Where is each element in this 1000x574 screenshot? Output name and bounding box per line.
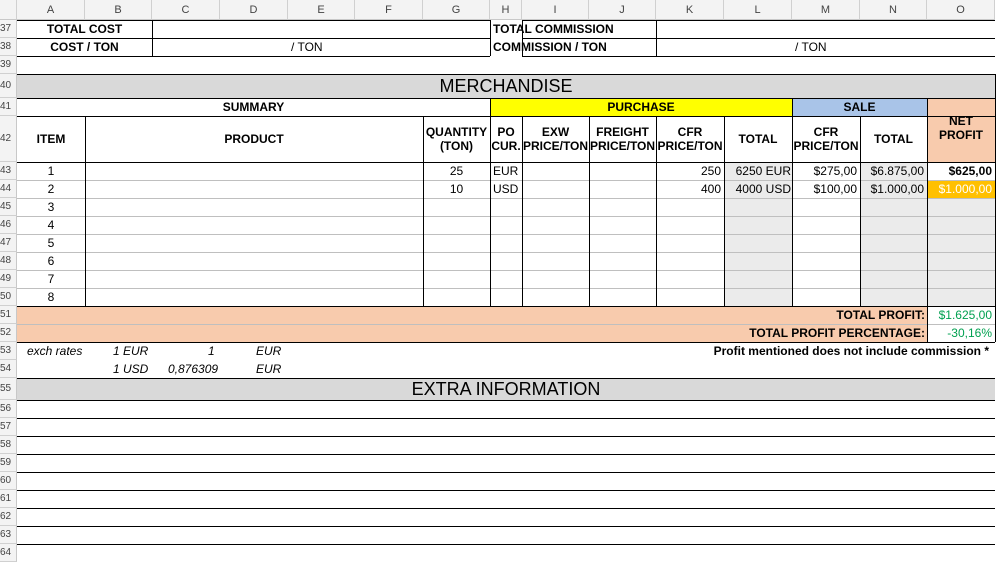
quantity-cell[interactable]: 25 — [449, 164, 464, 178]
column-header-e[interactable]: E — [288, 0, 355, 20]
cfr-price-cell[interactable] — [656, 198, 724, 216]
total-commission-label[interactable]: TOTAL COMMISSION — [493, 22, 614, 36]
total-profit-value[interactable]: $1.625,00 — [938, 308, 992, 322]
extra-banner-top — [17, 378, 995, 379]
exw-price-cell[interactable] — [522, 270, 589, 288]
top-left-divider — [152, 20, 153, 56]
exw-price-header[interactable] — [522, 116, 589, 162]
po-currency-cell[interactable]: USD — [493, 182, 519, 196]
purchase-total-cell[interactable] — [724, 270, 792, 288]
exw-price-header-line1: EXW — [541, 125, 570, 139]
merchandise-title: MERCHANDISE — [439, 76, 573, 96]
sale-cfr-price-cell[interactable] — [792, 270, 860, 288]
select-all-corner[interactable] — [0, 0, 17, 20]
sale-cfr-price-header-line2: PRICE/TON — [793, 139, 859, 153]
row-header-59[interactable]: 59 — [0, 454, 17, 472]
sale-total-cell[interactable] — [860, 216, 927, 234]
freight-price-cell[interactable] — [589, 216, 656, 234]
quantity-cell[interactable] — [423, 288, 490, 306]
sale-total-header[interactable]: TOTAL — [874, 132, 913, 146]
item-number[interactable]: 3 — [47, 200, 55, 214]
item-number[interactable]: 1 — [47, 164, 55, 178]
row-header-38[interactable]: 38 — [0, 38, 17, 56]
purchase-total-cell[interactable] — [724, 252, 792, 270]
column-header-l[interactable]: L — [724, 0, 792, 20]
product-header[interactable]: PRODUCT — [224, 132, 284, 146]
sale-total-cell[interactable] — [860, 288, 927, 306]
table-col-line — [656, 116, 657, 306]
item-row-line — [17, 270, 995, 271]
extra-info-row[interactable] — [17, 472, 995, 490]
cfr-price-cell[interactable] — [656, 234, 724, 252]
sale-total-cell[interactable]: $6.875,00 — [870, 164, 924, 178]
net-profit-header-line1: NET — [949, 114, 973, 128]
row-header-52[interactable]: 52 — [0, 324, 17, 342]
row-header-40[interactable]: 40 — [0, 74, 17, 98]
table-col-line — [522, 116, 523, 306]
column-header-h[interactable]: H — [490, 0, 522, 20]
extra-info-title: EXTRA INFORMATION — [411, 379, 601, 399]
product-cell[interactable] — [85, 288, 423, 306]
purchase-total-header[interactable]: TOTAL — [738, 132, 778, 146]
column-header-c[interactable]: C — [152, 0, 220, 20]
freight-price-header[interactable] — [589, 116, 656, 162]
group-col-line — [792, 98, 793, 116]
sale-cfr-price-cell[interactable] — [792, 198, 860, 216]
po-currency-cell[interactable] — [490, 198, 522, 216]
sale-total-cell[interactable] — [860, 198, 927, 216]
rate2-to[interactable]: EUR — [256, 362, 282, 376]
quantity-cell[interactable] — [423, 270, 490, 288]
row-header-51[interactable]: 51 — [0, 306, 17, 324]
product-cell[interactable] — [85, 270, 423, 288]
extra-info-row[interactable] — [17, 490, 995, 508]
column-header-a[interactable]: A — [17, 0, 85, 20]
purchase-header[interactable]: PURCHASE — [607, 100, 675, 114]
row-header-49[interactable]: 49 — [0, 270, 17, 288]
quantity-cell[interactable] — [423, 252, 490, 270]
row-header-45[interactable]: 45 — [0, 198, 17, 216]
cfr-price-cell[interactable] — [656, 252, 724, 270]
quantity-cell[interactable] — [423, 234, 490, 252]
item-row-line — [17, 216, 995, 217]
cfr-price-cell[interactable]: 250 — [700, 164, 721, 178]
extra-row-line — [17, 490, 995, 491]
column-header-i[interactable]: I — [522, 0, 589, 20]
cfr-price-cell[interactable] — [656, 216, 724, 234]
table-col-line — [792, 116, 793, 306]
exw-price-cell[interactable] — [522, 198, 589, 216]
row-header-37[interactable]: 37 — [0, 20, 17, 38]
freight-price-cell[interactable] — [589, 234, 656, 252]
net-profit-cell[interactable] — [927, 252, 995, 270]
po-currency-cell[interactable] — [490, 288, 522, 306]
top-right-mid — [522, 38, 995, 39]
item-number[interactable]: 7 — [47, 272, 55, 286]
column-header-g[interactable]: G — [423, 0, 490, 20]
extra-row-line — [17, 418, 995, 419]
item-number[interactable]: 6 — [47, 254, 55, 268]
product-cell[interactable] — [85, 198, 423, 216]
commission-per-ton-label[interactable]: COMMISSION / TON — [493, 40, 607, 54]
table-col-line — [423, 116, 424, 306]
cfr-price-header-line1: CFR — [677, 125, 703, 139]
quantity-header-line1: QUANTITY — [425, 125, 488, 139]
product-cell[interactable] — [85, 216, 423, 234]
net-profit-cell[interactable]: $1.000,00 — [938, 182, 992, 196]
total-profit-label: TOTAL PROFIT: — [836, 308, 925, 322]
column-header-d[interactable]: D — [220, 0, 288, 20]
summary-header[interactable]: SUMMARY — [222, 100, 285, 114]
table-col-line — [85, 116, 86, 306]
net-profit-cell[interactable] — [927, 234, 995, 252]
rate2-value[interactable]: 0,876309 — [168, 362, 219, 376]
commission-per-ton-value[interactable] — [656, 38, 792, 56]
cost-per-ton-value[interactable] — [152, 38, 288, 56]
purchase-total-cell[interactable] — [724, 216, 792, 234]
column-header-m[interactable]: M — [792, 0, 860, 20]
net-profit-cell[interactable] — [927, 288, 995, 306]
sale-cfr-price-header-line1: CFR — [813, 125, 839, 139]
item-row-line — [17, 198, 995, 199]
row-header-44[interactable]: 44 — [0, 180, 17, 198]
top-left-border — [17, 20, 490, 21]
row-header-39[interactable]: 39 — [0, 56, 17, 74]
sale-header[interactable]: SALE — [843, 100, 876, 114]
total-profit-pct-label: TOTAL PROFIT PERCENTAGE: — [749, 326, 925, 340]
po-currency-cell[interactable] — [490, 252, 522, 270]
items-bottom — [17, 306, 995, 307]
extra-row-line — [17, 472, 995, 473]
freight-price-cell[interactable] — [589, 288, 656, 306]
row-header-62[interactable]: 62 — [0, 508, 17, 526]
totals-mid — [17, 324, 995, 325]
total-cost-value[interactable] — [152, 20, 490, 38]
purchase-total-cell[interactable]: 4000 USD — [735, 182, 791, 196]
cost-per-ton-label[interactable]: COST / TON — [50, 40, 119, 54]
exw-price-cell[interactable] — [522, 252, 589, 270]
totals-bottom — [17, 342, 995, 343]
group-header-bottom — [17, 116, 995, 117]
product-cell[interactable] — [85, 180, 423, 198]
cfr-price-header[interactable] — [656, 116, 724, 162]
top-right-divider — [656, 20, 657, 56]
quantity-cell[interactable] — [423, 216, 490, 234]
purchase-total-cell[interactable] — [724, 198, 792, 216]
freight-price-cell[interactable] — [589, 198, 656, 216]
table-col-line — [589, 116, 590, 306]
row-header-56[interactable]: 56 — [0, 400, 17, 418]
po-currency-header-line2: CUR. — [491, 139, 521, 153]
col-header-bottom — [17, 162, 995, 163]
column-header-j[interactable]: J — [589, 0, 656, 20]
quantity-header-line2: (TON) — [439, 139, 474, 153]
extra-row-line — [17, 508, 995, 509]
freight-price-header-line1: FREIGHT — [596, 125, 649, 139]
item-number[interactable]: 5 — [47, 236, 55, 250]
exw-price-cell[interactable] — [522, 216, 589, 234]
rate1-to[interactable]: EUR — [256, 344, 282, 358]
sale-cfr-price-header[interactable] — [792, 116, 860, 162]
sale-total-cell[interactable] — [860, 234, 927, 252]
po-currency-header[interactable] — [490, 116, 522, 162]
product-cell[interactable] — [85, 234, 423, 252]
item-row-line — [17, 288, 995, 289]
cost-per-ton-unit[interactable]: / TON — [291, 40, 323, 54]
freight-price-cell[interactable] — [589, 162, 656, 180]
item-number[interactable]: 2 — [47, 182, 55, 196]
exch-rates-label[interactable]: exch rates — [27, 344, 83, 358]
banner-bottom — [17, 98, 995, 99]
product-cell[interactable] — [85, 252, 423, 270]
exw-price-cell[interactable] — [522, 162, 589, 180]
po-currency-header-line1: PO — [497, 125, 515, 139]
purchase-total-cell[interactable] — [724, 234, 792, 252]
top-left-edge — [490, 20, 491, 56]
row-header-42[interactable]: 42 — [0, 116, 17, 162]
sale-total-cell[interactable] — [860, 270, 927, 288]
quantity-cell[interactable]: 10 — [449, 182, 464, 196]
column-header-k[interactable]: K — [656, 0, 724, 20]
exw-price-cell[interactable] — [522, 288, 589, 306]
top-right-bottom — [522, 56, 995, 57]
column-header-f[interactable]: F — [355, 0, 423, 20]
extra-info-row[interactable] — [17, 454, 995, 472]
row-header-43[interactable]: 43 — [0, 162, 17, 180]
table-col-line — [927, 116, 928, 306]
po-currency-cell[interactable] — [490, 270, 522, 288]
group-col-line — [927, 98, 928, 116]
sale-cfr-price-cell[interactable]: $275,00 — [813, 164, 857, 178]
sale-total-cell[interactable]: $1.000,00 — [870, 182, 924, 196]
rate1-value[interactable]: 1 — [208, 344, 215, 358]
extra-info-row[interactable] — [17, 544, 995, 562]
net-profit-cell[interactable] — [927, 270, 995, 288]
commission-note: Profit mentioned does not include commission * — [713, 344, 989, 358]
table-right-edge — [995, 74, 996, 342]
row-header-48[interactable]: 48 — [0, 252, 17, 270]
total-commission-value[interactable] — [656, 20, 995, 38]
rate2-from[interactable]: 1 USD — [113, 362, 149, 376]
column-header-o[interactable]: O — [927, 0, 995, 20]
po-currency-cell[interactable] — [490, 216, 522, 234]
extra-row-line — [17, 544, 995, 545]
top-right-edge — [522, 20, 523, 56]
row-header-46[interactable]: 46 — [0, 216, 17, 234]
item-row-line — [17, 252, 995, 253]
extra-row-line — [17, 436, 995, 437]
quantity-header[interactable] — [423, 116, 490, 162]
net-profit-cell[interactable] — [927, 216, 995, 234]
totals-divider — [927, 306, 928, 342]
sale-total-cell[interactable] — [860, 252, 927, 270]
row-header-47[interactable]: 47 — [0, 234, 17, 252]
freight-price-cell[interactable] — [589, 252, 656, 270]
exw-price-cell[interactable] — [522, 234, 589, 252]
extra-info-row[interactable] — [17, 400, 995, 418]
top-left-mid — [17, 38, 490, 39]
cfr-price-cell[interactable] — [656, 270, 724, 288]
row-header-53[interactable]: 53 — [0, 342, 17, 360]
sale-cfr-price-cell[interactable] — [792, 288, 860, 306]
top-right-border — [522, 20, 995, 21]
freight-price-cell[interactable] — [589, 180, 656, 198]
quantity-cell[interactable] — [423, 198, 490, 216]
net-profit-cell[interactable] — [927, 198, 995, 216]
net-profit-header-line2: PROFIT — [939, 128, 983, 142]
total-cost-label[interactable]: TOTAL COST — [46, 22, 123, 36]
net-profit-header[interactable] — [927, 98, 995, 162]
item-row-line — [17, 234, 995, 235]
row-header-63[interactable]: 63 — [0, 526, 17, 544]
net-profit-cell[interactable]: $625,00 — [948, 164, 992, 178]
cfr-price-header-line2: PRICE/TON — [657, 139, 723, 153]
row-header-57[interactable]: 57 — [0, 418, 17, 436]
row-header-58[interactable]: 58 — [0, 436, 17, 454]
extra-info-row[interactable] — [17, 508, 995, 526]
po-currency-cell[interactable] — [490, 234, 522, 252]
column-header-b[interactable]: B — [85, 0, 152, 20]
commission-per-ton-unit[interactable]: / TON — [795, 40, 827, 54]
sale-cfr-price-cell[interactable] — [792, 252, 860, 270]
product-cell[interactable] — [85, 162, 423, 180]
exw-price-header-line2: PRICE/TON — [522, 139, 589, 153]
item-number[interactable]: 8 — [47, 290, 55, 304]
total-profit-pct-value[interactable]: -30,16% — [947, 326, 992, 340]
row-header-60[interactable]: 60 — [0, 472, 17, 490]
extra-info-row[interactable] — [17, 436, 995, 454]
extra-info-row[interactable] — [17, 418, 995, 436]
cfr-price-cell[interactable]: 400 — [700, 182, 721, 196]
item-header[interactable]: ITEM — [36, 132, 66, 146]
extra-info-row[interactable] — [17, 526, 995, 544]
extra-row-line — [17, 526, 995, 527]
row-header-50[interactable]: 50 — [0, 288, 17, 306]
freight-price-cell[interactable] — [589, 270, 656, 288]
table-col-line — [860, 116, 861, 306]
row-header-64[interactable]: 64 — [0, 544, 17, 562]
rate1-from[interactable]: 1 EUR — [113, 344, 149, 358]
extra-row-line — [17, 454, 995, 455]
freight-price-header-line2: PRICE/TON — [589, 139, 656, 153]
sale-cfr-price-cell[interactable] — [792, 216, 860, 234]
top-left-bottom — [17, 56, 490, 57]
item-number[interactable]: 4 — [47, 218, 55, 232]
purchase-total-cell[interactable] — [724, 288, 792, 306]
purchase-total-cell[interactable]: 6250 EUR — [735, 164, 791, 178]
extra-banner-bottom — [17, 400, 995, 401]
row-header-61[interactable]: 61 — [0, 490, 17, 508]
column-header-n[interactable]: N — [860, 0, 927, 20]
item-row-line — [17, 180, 995, 181]
sale-cfr-price-cell[interactable] — [792, 234, 860, 252]
table-col-line — [724, 116, 725, 306]
row-header-41[interactable]: 41 — [0, 98, 17, 116]
banner-top — [17, 74, 995, 75]
row-header-54[interactable]: 54 — [0, 360, 17, 378]
row-header-55[interactable]: 55 — [0, 378, 17, 400]
cfr-price-cell[interactable] — [656, 288, 724, 306]
exw-price-cell[interactable] — [522, 180, 589, 198]
group-col-line — [490, 98, 491, 116]
table-col-line — [490, 116, 491, 306]
sale-cfr-price-cell[interactable]: $100,00 — [813, 182, 857, 196]
po-currency-cell[interactable]: EUR — [493, 164, 519, 178]
